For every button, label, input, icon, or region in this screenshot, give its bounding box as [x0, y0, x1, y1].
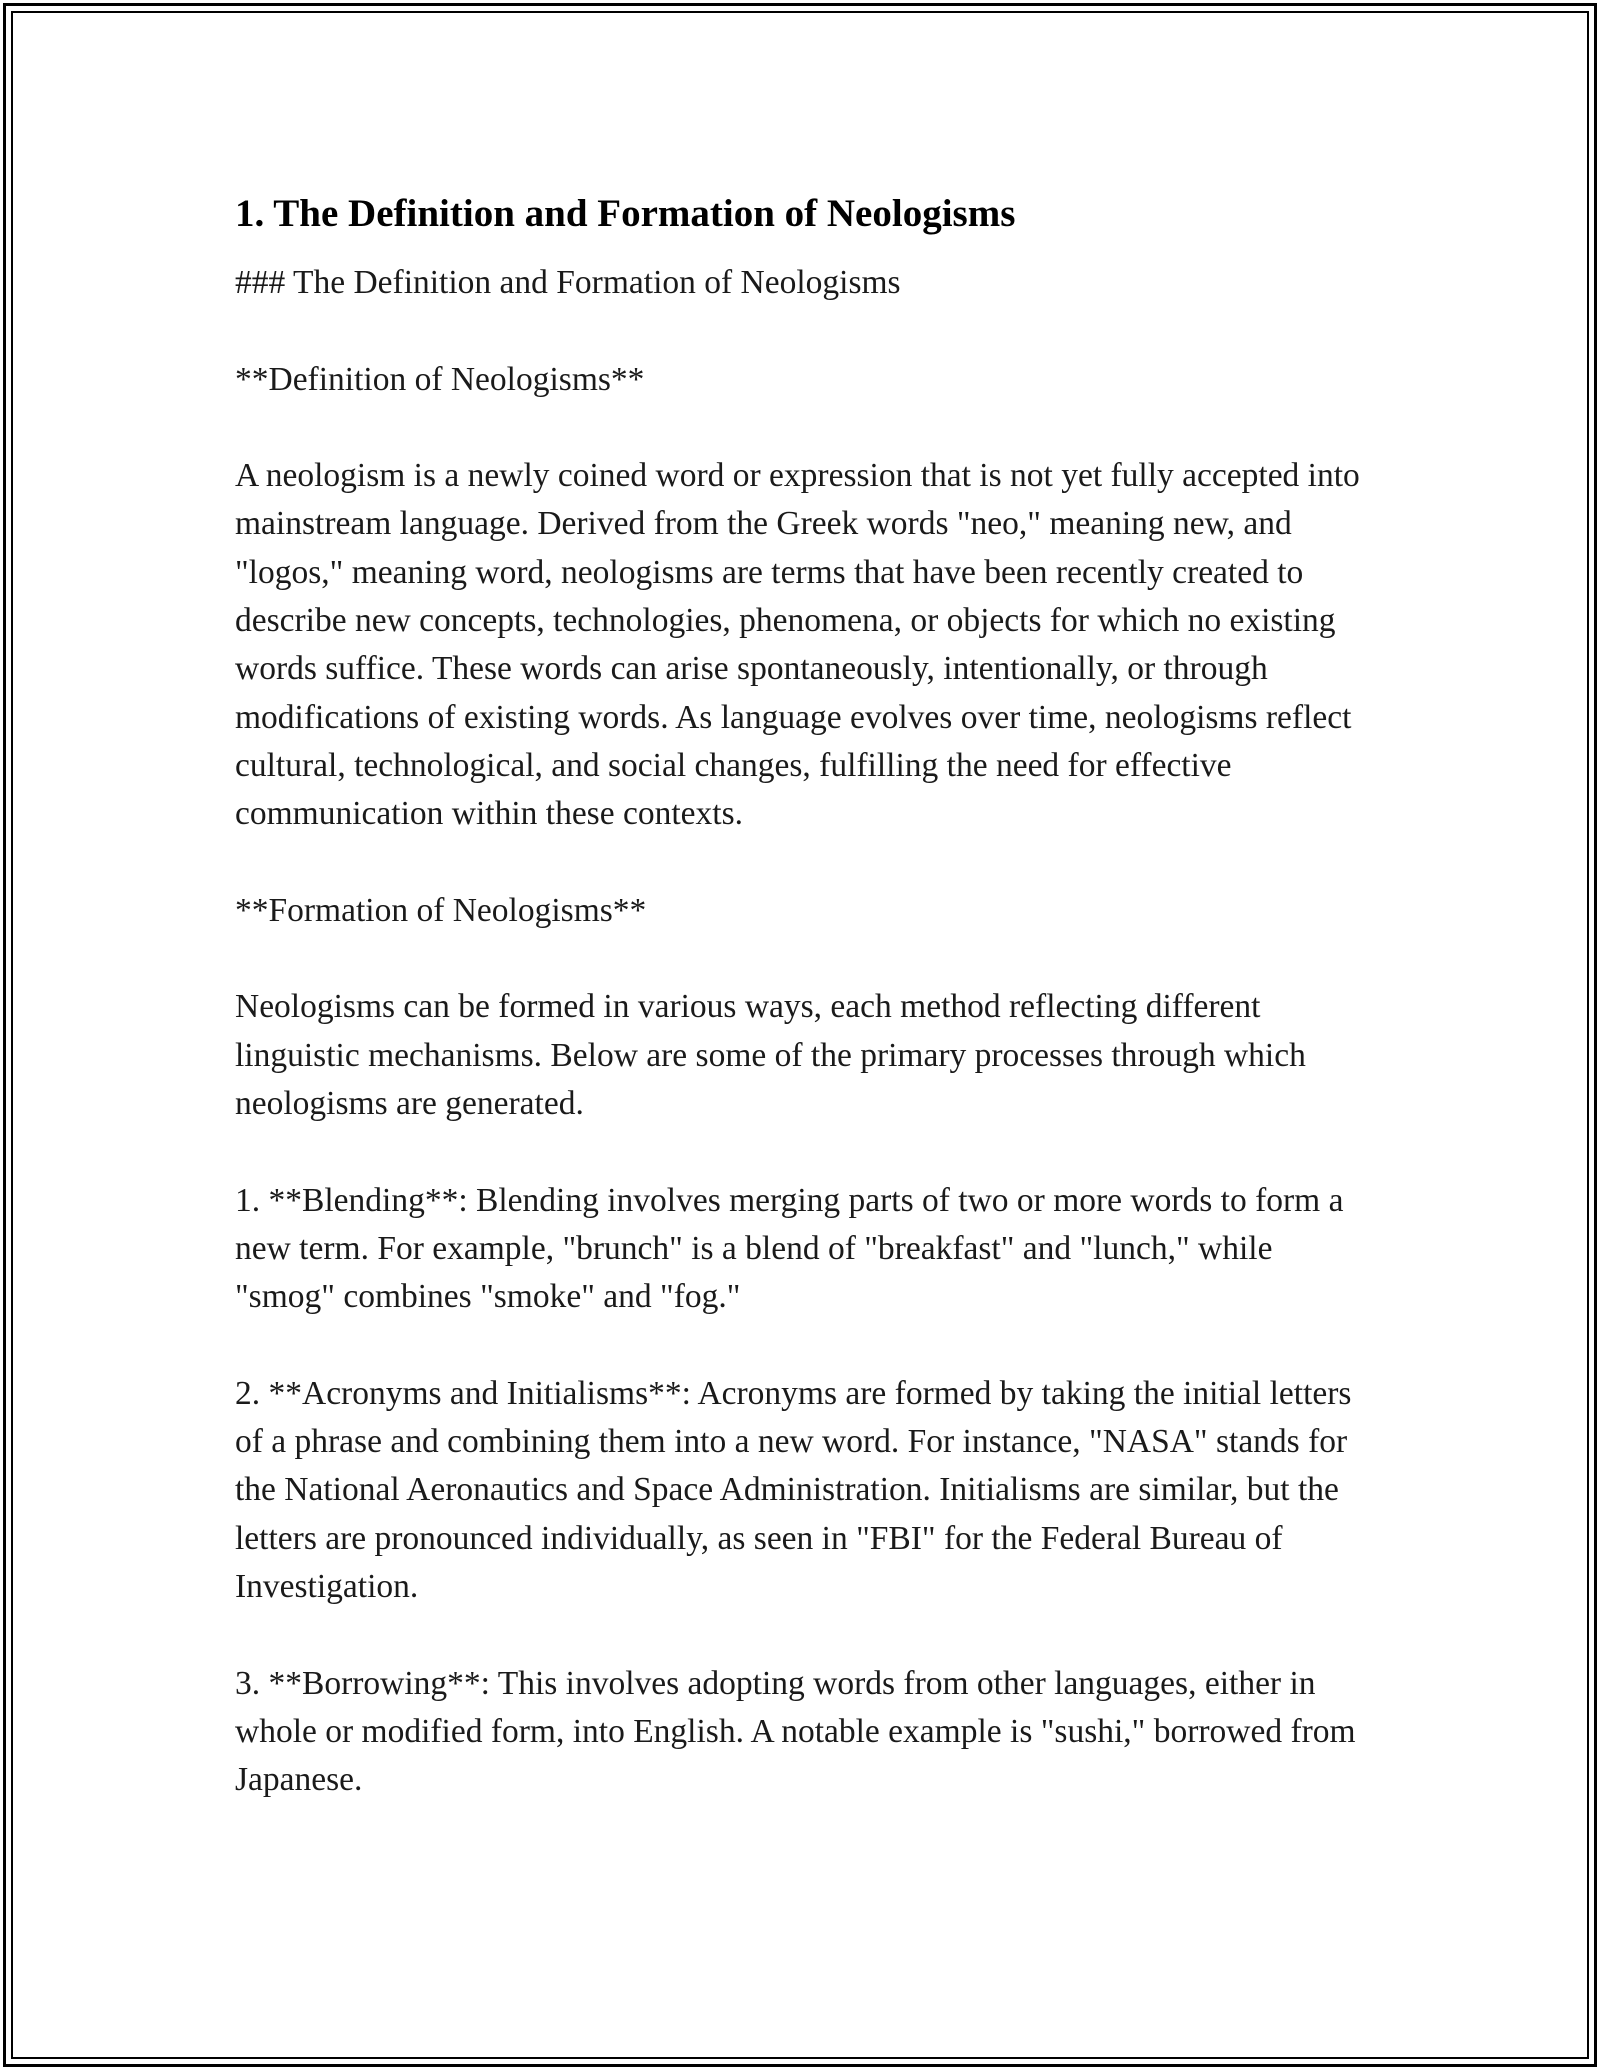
- list-item-borrowing: 3. **Borrowing**: This involves adopting words from other languages, either in whole or modified form, into English. A notable example is "sushi," borrowed from Japanese.: [235, 1664, 1356, 1799]
- definition-heading: **Definition of Neologisms**: [235, 360, 645, 398]
- list-item-acronyms: 2. **Acronyms and Initialisms**: Acronyms are formed by taking the initial letters of a phrase and combining them into a new word. For instance, "NASA" stands for the National Aeronautics and Space Administration. Initialisms are similar, but the letters are pronounced individually, as seen in "FBI" for the Federal Bureau of Investigation.: [235, 1374, 1352, 1606]
- list-item-blending: 1. **Blending**: Blending involves merging parts of two or more words to form a new term. For example, "brunch" is a blend of "breakfast" and "lunch," while "smog" combines "smoke" and "fog.": [235, 1181, 1344, 1316]
- definition-paragraph: A neologism is a newly coined word or expression that is not yet fully accepted into mainstream language. Derived from the Greek words "neo," meaning new, and "logos," meaning word, neologisms are terms that have been recently created to describe new concepts, technologies, phenomena, or objects for which no existing words suffice. These words can arise spontaneously, intentionally, or through modifications of existing words. As language evolves over time, neologisms reflect cultural, technological, and social changes, fulfilling the need for effective communication within these contexts.: [235, 457, 1360, 833]
- markdown-subheading: ### The Definition and Formation of Neologisms: [235, 264, 901, 301]
- page-title: 1. The Definition and Formation of Neologisms: [235, 192, 1016, 235]
- document-body: [235, 185, 1375, 1853]
- formation-heading: **Formation of Neologisms**: [235, 891, 647, 929]
- formation-intro-paragraph: Neologisms can be formed in various ways, each method reflecting different linguistic mechanisms. Below are some of the primary processes through which neologisms are generated.: [235, 988, 1306, 1123]
